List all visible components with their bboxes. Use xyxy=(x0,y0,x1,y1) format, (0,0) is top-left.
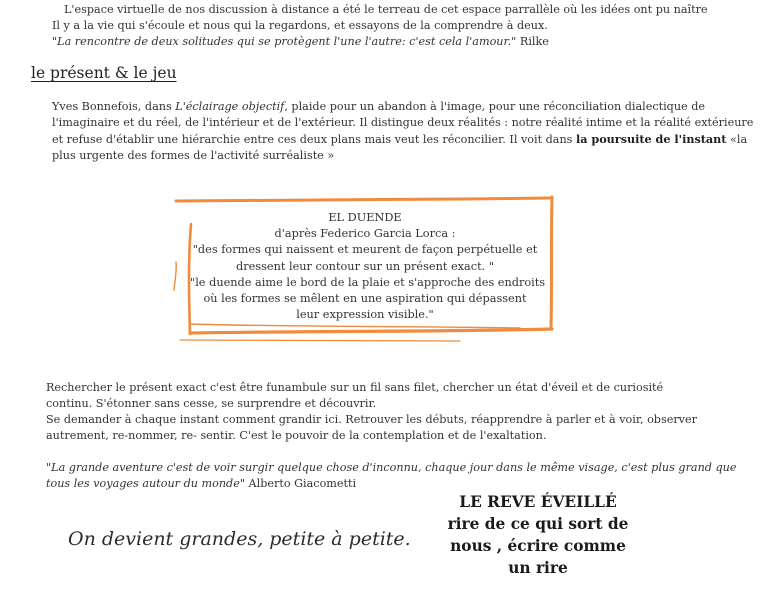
duende-title: EL DUENDE xyxy=(328,211,402,224)
section-title: le présent & le jeu xyxy=(31,64,177,82)
bonnefois-line-3 xyxy=(52,131,748,148)
reve-line-4: un rire xyxy=(508,559,568,577)
duende-quote-2-line-2: où les formes se mêlent en une aspiration qui dépassent xyxy=(203,292,527,306)
bonnefois-line-1-end: , plaide pour un abandon à l'image, pour une réconciliation dialectique de xyxy=(284,100,706,113)
reve-line-3: nous , écrire comme xyxy=(450,537,626,555)
bonnefois-emphasis: la poursuite de l'instant xyxy=(575,132,727,146)
bonnefois-paragraph xyxy=(52,99,754,164)
giacometti-line-1: "La grande aventure c'est de voir surgir quelque chose d'inconnu, chaque jour dans le même visage, c'est plus grand que xyxy=(46,461,737,474)
rilke-quote-author: Rilke xyxy=(519,35,549,48)
giacometti-line-2 xyxy=(46,476,737,492)
bonnefois-line-1 xyxy=(52,99,722,115)
duende-quote-2-line-3: leur expression visible." xyxy=(296,308,434,322)
present-line-3: Se demander à chaque instant comment grandir ici. Retrouver les débuts, réapprendre à parler et à voir, observer xyxy=(46,413,697,426)
giacometti-author: Alberto Giacometti xyxy=(244,477,357,490)
reve-eveille-block xyxy=(438,491,638,579)
bonnefois-line-4: plus urgente des formes de l'activité surréaliste » xyxy=(52,149,335,162)
duende-quote-1-line-2: dressent leur contour sur un présent exact. " xyxy=(235,259,495,273)
grandes-phrase: On devient grandes, petite à petite. xyxy=(68,528,411,550)
duende-source: d'après Federico Garcia Lorca : xyxy=(274,227,456,241)
bonnefois-line-3-start: et refuse d'établir une hiérarchie entre ces deux plans mais veut les réconcilier. Il voit dans xyxy=(52,133,576,146)
bonnefois-line-3-end: «la xyxy=(726,133,748,146)
bonnefois-work-title: L'éclairage objectif xyxy=(175,100,285,113)
present-line-2: continu. S'étonner sans cesse, se surprendre et découvrir. xyxy=(46,397,377,410)
reve-title: LE REVE ÉVEILLÉ xyxy=(459,493,617,511)
present-line-1: Rechercher le présent exact c'est être funambule sur un fil sans filet, chercher un état d'éveil et de curiosité xyxy=(46,381,664,394)
reve-line-2: rire de ce qui sort de xyxy=(447,515,629,533)
bonnefois-line-2: l'imaginaire et du réel, de l'intérieur et de l'extérieur. Il distingue deux réalités : notre réalité intime et la réalité extérieure xyxy=(52,116,754,129)
duende-box xyxy=(190,210,546,323)
intro-line-1: L'espace virtuelle de nos discussion à distance a été le terreau de cet espace parrallèle où les idées ont pu naître xyxy=(64,3,708,16)
giacometti-line-2-text: tous les voyages autour du monde" xyxy=(46,477,245,490)
bonnefois-line-1-start: Yves Bonnefois, dans xyxy=(52,100,176,113)
present-paragraph xyxy=(46,380,697,444)
present-line-4: autrement, re-nommer, re- sentir. C'est le pouvoir de la contemplation et de l'exaltation. xyxy=(46,429,547,442)
duende-quote-1-line-1: "des formes qui naissent et meurent de façon perpétuelle et xyxy=(192,243,538,257)
intro-line-2: Il y a la vie qui s'écoule et nous qui la regardons, et essayons de la comprendre à deux. xyxy=(52,19,548,32)
rilke-quote xyxy=(52,34,549,50)
giacometti-quote xyxy=(46,460,737,492)
rilke-quote-text: "La rencontre de deux solitudes qui se protègent l'une l'autre: c'est cela l'amour." xyxy=(52,35,517,48)
duende-quote-2-line-1: "le duende aime le bord de la plaie et s'approche des endroits xyxy=(190,275,546,289)
